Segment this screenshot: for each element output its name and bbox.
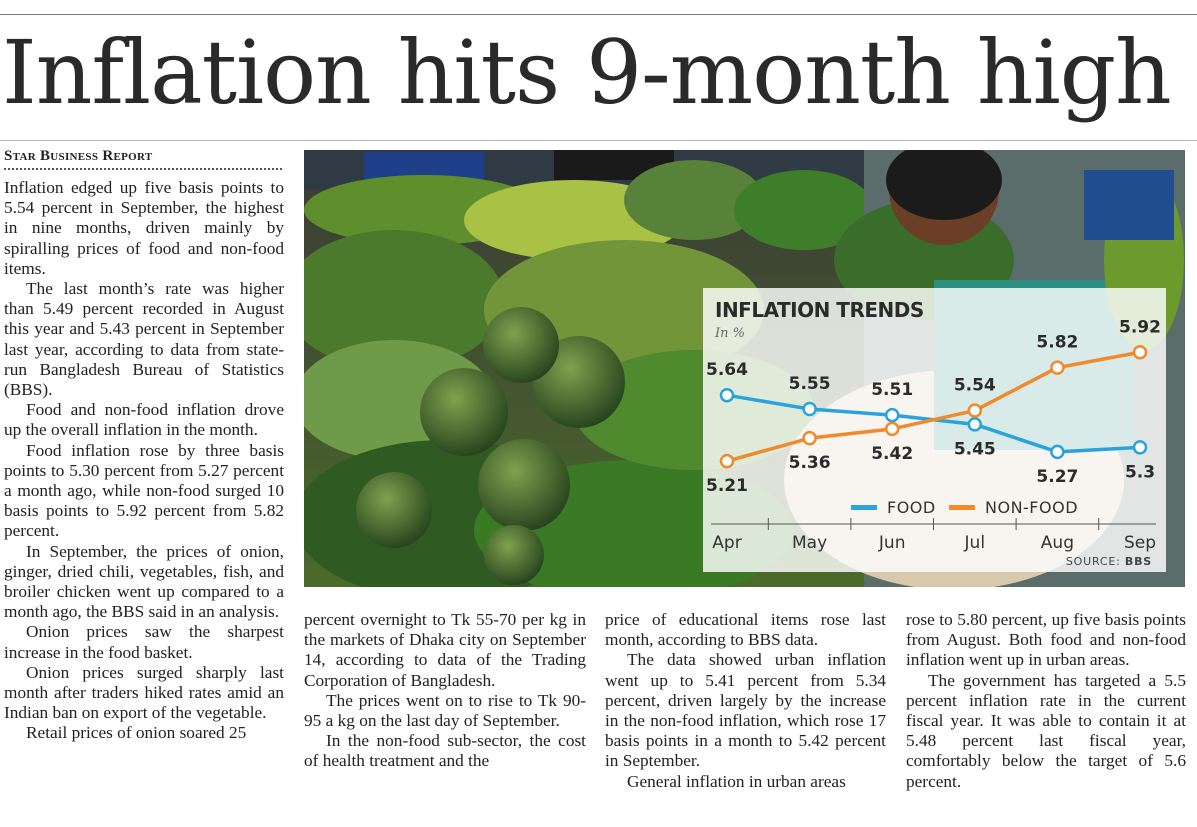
x-tick-label: Jun <box>878 533 906 553</box>
legend-food-swatch <box>851 505 877 510</box>
paragraph: price of educational items rose last month, according to BBS data. <box>605 610 886 650</box>
food-point <box>804 403 816 415</box>
market-photo <box>304 150 1185 587</box>
food-point <box>1051 446 1063 458</box>
byline-divider <box>4 168 282 170</box>
nonfood-point <box>1051 362 1063 374</box>
chart-plot <box>703 288 1166 572</box>
food-data-label: 5.51 <box>871 380 914 401</box>
nonfood-point <box>721 455 733 467</box>
paragraph: The government has targeted a 5.5 percent inflation rate in the current fiscal year. It was able to contain it at 5.48 percent last fiscal year, comfortably below the target of 5.6 percent. <box>906 670 1186 791</box>
paragraph: The prices went on to rise to Tk 90-95 a kg on the last day of September. <box>304 690 586 731</box>
legend-nonfood-swatch <box>949 505 975 510</box>
inflation-chart <box>703 288 1166 572</box>
nonfood-data-label: 5.92 <box>1119 317 1161 338</box>
paragraph: Food and non-food inflation drove up the overall inflation in the month. <box>4 400 284 440</box>
food-point <box>1134 441 1146 453</box>
x-tick-label: Aug <box>1040 533 1075 553</box>
legend-food <box>851 498 936 517</box>
x-tick-label: Sep <box>1123 533 1157 553</box>
chart-source <box>1066 555 1152 568</box>
food-data-label: 5.64 <box>706 360 748 381</box>
nonfood-point <box>1134 346 1146 358</box>
x-tick-label: May <box>792 533 828 553</box>
article-column-3 <box>605 610 886 792</box>
food-data-label: 5.27 <box>1036 466 1079 487</box>
food-point <box>886 409 898 421</box>
nonfood-data-label: 5.54 <box>953 375 996 396</box>
food-point <box>721 389 733 401</box>
article-column-1 <box>4 178 284 744</box>
article-column-2 <box>304 610 586 772</box>
nonfood-point <box>804 432 816 444</box>
headline-rule <box>0 140 1197 141</box>
paragraph: Food inflation rose by three basis points to 5.30 percent from 5.27 percent a month ago, while non-food surged 10 basis points to 5.92 percent from 5.82 percent. <box>4 440 284 541</box>
top-rule <box>0 14 1197 15</box>
paragraph: percent overnight to Tk 55-70 per kg in the markets of Dhaka city on September 14, according to data of the Trading Corporation of Bangladesh. <box>304 610 586 690</box>
chart-unit-label: In % <box>715 326 745 341</box>
paragraph: Inflation edged up five basis points to 5.54 percent in September, the highest in nine months, driven mainly by spiralling prices of food and non-food items. <box>4 178 284 278</box>
legend-nonfood-label: NON-FOOD <box>985 498 1079 517</box>
paragraph: In September, the prices of onion, ginger, dried chili, vegetables, fish, and broiler chicken went up compared to a month ago, the BBS said in an analysis. <box>4 541 284 622</box>
legend-food-label: FOOD <box>887 498 936 517</box>
paragraph: In the non-food sub-sector, the cost of health treatment and the <box>304 731 586 771</box>
nonfood-data-label: 5.82 <box>1036 332 1079 353</box>
chart-title: INFLATION TRENDS <box>715 298 924 322</box>
nonfood-point <box>886 423 898 435</box>
x-tick-label: Jul <box>964 533 986 553</box>
source-name: BBS <box>1124 555 1152 568</box>
legend-nonfood <box>949 498 1078 517</box>
paragraph: Onion prices saw the sharpest increase in the food basket. <box>4 622 284 662</box>
food-point <box>969 418 981 430</box>
headline: Inflation hits 9-month high <box>2 21 1171 124</box>
nonfood-data-label: 5.42 <box>871 443 914 464</box>
paragraph: Onion prices surged sharply last month after traders hiked rates amid an Indian ban on export of the vegetable. <box>4 662 284 723</box>
food-data-label: 5.3 <box>1124 462 1156 483</box>
food-data-label: 5.45 <box>953 439 996 460</box>
paragraph: rose to 5.80 percent, up five basis points from August. Both food and non-food inflation went up in urban areas. <box>906 610 1186 670</box>
byline: Star Business Report <box>4 148 153 164</box>
article-column-4 <box>906 610 1186 792</box>
paragraph: The last month’s rate was higher than 5.49 percent recorded in August this year and 5.43 percent in September last year, according to data from state-run Bangladesh Bureau of Statistics (BBS). <box>4 279 284 400</box>
source-prefix: SOURCE: <box>1065 555 1121 568</box>
food-data-label: 5.55 <box>788 374 831 394</box>
paragraph: Retail prices of onion soared 25 <box>26 723 247 743</box>
nonfood-data-label: 5.36 <box>788 453 831 474</box>
nonfood-data-label: 5.21 <box>706 476 748 497</box>
nonfood-point <box>969 405 981 417</box>
x-tick-label: Apr <box>712 533 742 553</box>
paragraph: General inflation in urban areas <box>627 771 846 791</box>
paragraph: The data showed urban inflation went up to 5.41 percent from 5.34 percent, driven largely by the increase in the non-food inflation, which rose 17 basis points in a month to 5.42 percent in September. <box>605 650 886 771</box>
